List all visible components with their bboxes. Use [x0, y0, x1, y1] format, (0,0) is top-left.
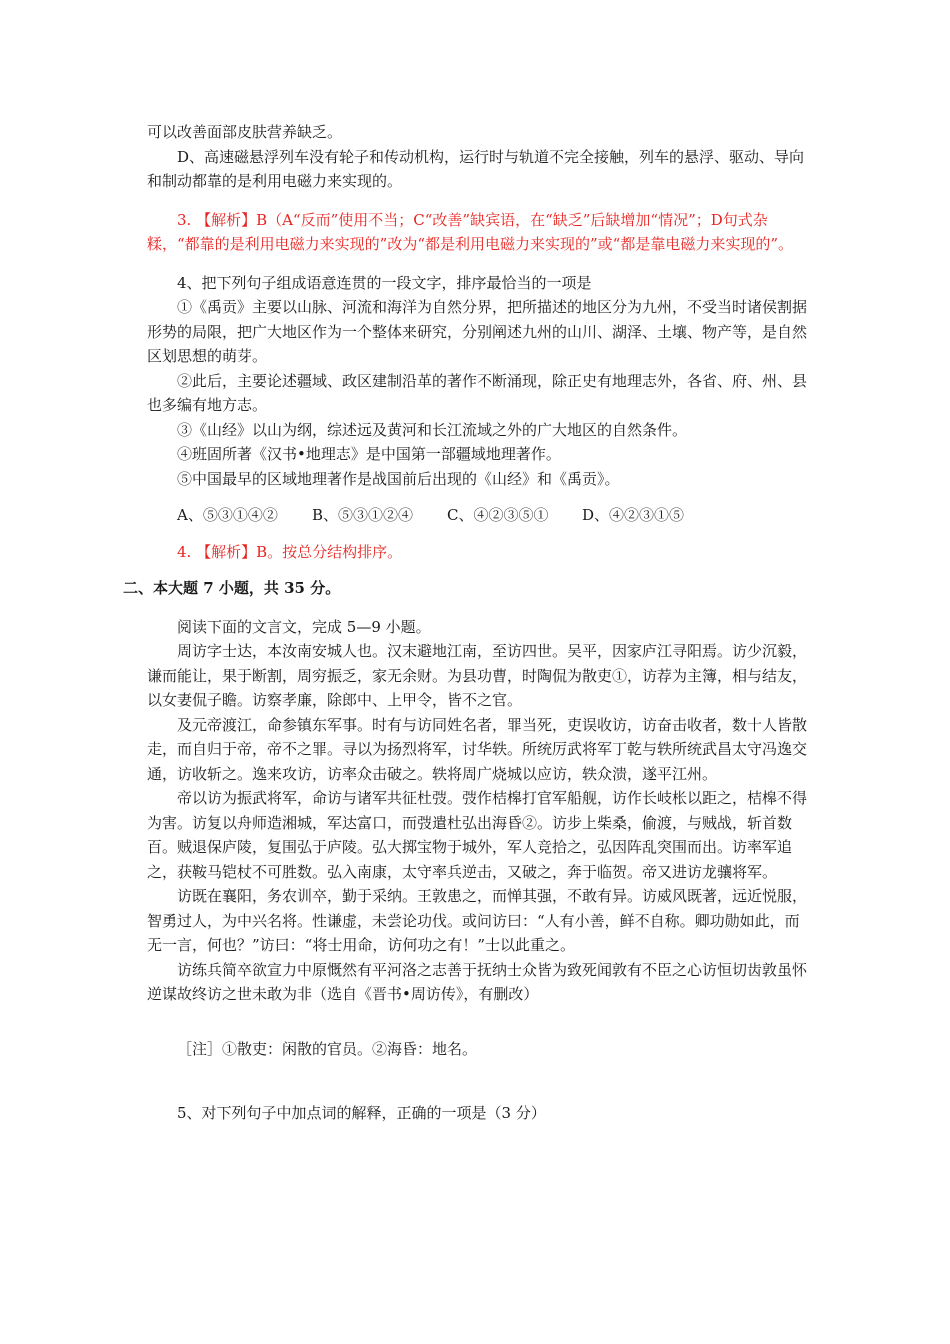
question-5-stem: 5、对下列句子中加点词的解释，正确的一项是（3 分）: [177, 1104, 546, 1122]
answer-4: 4. 【解析】B。按总分结构排序。: [177, 542, 403, 561]
question-4-sentence-1: ①《禹贡》主要以山脉、河流和海洋为自然分界，把所描述的地区分为九州，不受当时诸侯割据形势的局限，把广大地区作为一个整体来研究，分别阐述九州的山川、湖泽、土壤、物产等，是自然区划思想的萌芽。: [147, 298, 808, 365]
passage-paragraph-5: 访练兵简卒欲宣力中原慨然有平河洛之志善于抚纳士众皆为致死闻敦有不臣之心访恒切齿敦虽怀逆谋故终访之世未敢为非（选自《晋书•周访传》，有删改）: [147, 960, 808, 1003]
question-4-options: [147, 503, 807, 528]
q2-option-d: D、高速磁悬浮列车没有轮子和传动机构，运行时与轨道不完全接触，列车的悬浮、驱动、导向和制动都靠的是利用电磁力来实现的。: [147, 147, 805, 190]
footnote: ［注］①散吏：闲散的官员。②海昏：地名。: [177, 1039, 478, 1058]
question-4-sentence-5: ⑤中国最早的区域地理著作是战国前后出现的《山经》和《禹贡》。: [177, 469, 620, 488]
question-4-sentence-3: ③《山经》以山为纲，综述远及黄河和长江流域之外的广大地区的自然条件。: [177, 420, 688, 439]
answer-3: 3. 【解析】B（A“反而”使用不当；C“改善”缺宾语，在“缺乏”后缺增加“情况”；D句式杂糅，“都靠的是利用电磁力来实现的”改为“都是利用电磁力来实现的”或“都是靠电磁力来实现的”。: [147, 210, 794, 253]
option-c: C、④②③⑤①: [447, 506, 549, 524]
option-b: B、⑤③①②④: [312, 506, 414, 524]
passage-paragraph-3: 帝以访为振武将军，命访与诸军共征杜弢。弢作桔槔打官军船舰，访作长岐枨以距之，桔槔不得为害。访复以舟师造湘城，军达富口，而弢遣杜弘出海昏②。访步上柴桑，偷渡，与贼战，斩首数百。贼退保庐陵，复围弘于庐陵。弘大掷宝物于城外，军人竞拾之，弘因阵乱突围而出。访率军追之，获鞍马铠杖不可胜数。弘入南康，太守率兵逆击，又破之，奔于临贺。帝又进访龙骧将军。: [147, 789, 808, 881]
passage-paragraph-2: 及元帝渡江，命参镇东军事。时有与访同姓名者，罪当死，吏误收访，访奋击收者，数十人皆散走，而自归于帝，帝不之罪。寻以为扬烈将军，讨华轶。所统厉武将军丁乾与轶所统武昌太守冯逸交通，访收斩之。逸来攻访，访率众击破之。轶将周广烧城以应访，轶众溃，遂平江州。: [147, 715, 808, 783]
q2-option-c-tail: 可以改善面部皮肤营养缺乏。: [147, 123, 343, 141]
question-4-stem: 4、把下列句子组成语意连贯的一段文字，排序最恰当的一项是: [177, 273, 592, 292]
option-a: A、⑤③①④②: [177, 506, 278, 524]
document-page: [123, 120, 808, 1126]
question-4-sentence-4: ④班固所著《汉书•地理志》是中国第一部疆域地理著作。: [177, 445, 561, 463]
question-4-sentence-2: ②此后，主要论述疆域、政区建制沿革的著作不断涌现，除正史有地理志外，各省、府、州、县也多编有地方志。: [147, 371, 808, 414]
passage-intro: 阅读下面的文言文，完成 5—9 小题。: [177, 617, 431, 636]
option-d: D、④②③①⑤: [582, 506, 685, 524]
passage-paragraph-4: 访既在襄阳，务农训卒，勤于采纳。王敦患之，而惮其强，不敢有异。访威风既著，远近悦服，智勇过人，为中兴名将。性谦虚，未尝论功伐。或问访曰：“人有小善，鲜不自称。卿功勋如此，而无一言，何也？”访曰：“将士用命，访何功之有！”士以此重之。: [147, 887, 808, 954]
section-2-title: 二、本大题 7 小题，共 35 分。: [123, 579, 341, 597]
passage-paragraph-1: 周访字士达，本汝南安城人也。汉末避地江南，至访四世。吴平，因家庐江寻阳焉。访少沉毅，谦而能让，果于断割，周穷振乏，家无余财。为县功曹，时陶侃为散吏①，访荐为主簿，相与结友，以女妻侃子瞻。访察孝廉，除郎中、上甲令，皆不之官。: [147, 642, 808, 709]
